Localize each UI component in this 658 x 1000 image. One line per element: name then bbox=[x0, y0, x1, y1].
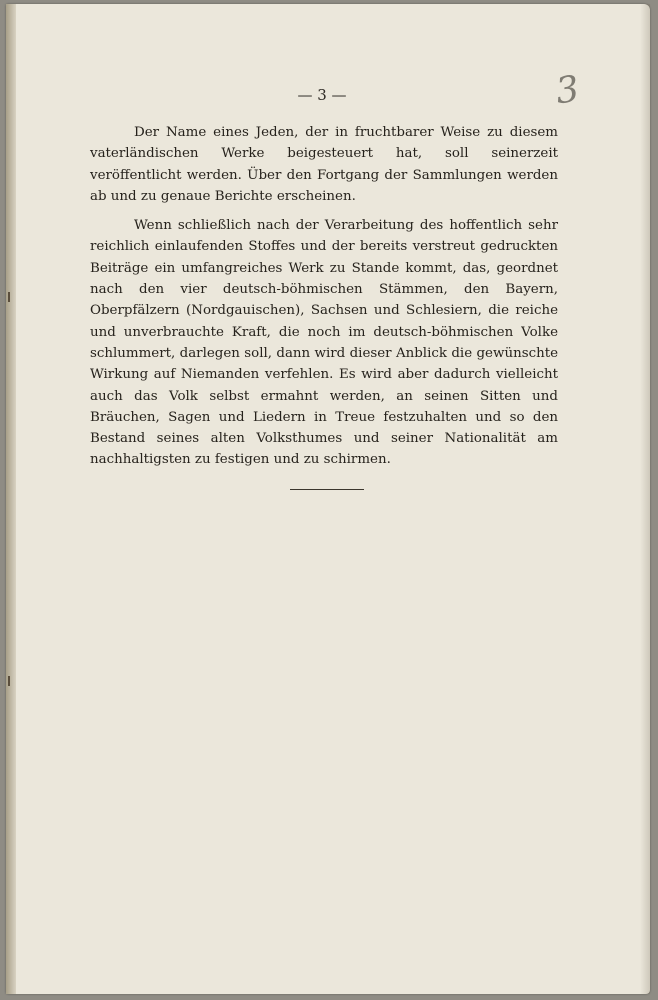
paragraph-2: Wenn schließlich nach der Verarbeitung des hoffentlich sehr reichlich einlaufenden Stoffes und der bereits verstreut gedruckten Beiträge ein umfangreiches Werk zu Stande kommt, das, geordnet nach den vier deutsch-böhmischen Stämmen, den Bayern, Oberpfälzern (Nordgauischen), Sachsen und Schlesiern, die reiche und unverbrauchte Kraft, die noch im deutsch-böhmischen Volke schlummert, darlegen soll, dann wird dieser Anblick die gewünschte Wirkung auf Niemanden verfehlen. Es wird aber dadurch vielleicht auch das Volk selbst ermahnt werden, an seinen Sitten und Bräuchen, Sagen und Liedern in Treue festzuhalten und so den Bestand seines alten Volksthumes und seiner Nationalität am nachhaltigsten zu festigen und zu schirmen. bbox=[90, 218, 558, 468]
handwritten-page-number: 3 bbox=[553, 68, 582, 113]
section-divider bbox=[290, 489, 364, 490]
binding-stitch bbox=[8, 292, 16, 302]
binding-stitch bbox=[8, 676, 16, 686]
body-text bbox=[90, 122, 558, 479]
page-number: — 3 — bbox=[297, 86, 347, 104]
document-page bbox=[6, 4, 650, 994]
paragraph-1: Der Name eines Jeden, der in fruchtbarer Weise zu diesem vaterländischen Werke beigesteuert hat, soll seinerzeit veröffentlicht werden. Über den Fortgang der Sammlungen werden ab und zu genaue Berichte erscheinen. bbox=[90, 125, 558, 204]
binding-spine bbox=[6, 4, 16, 994]
